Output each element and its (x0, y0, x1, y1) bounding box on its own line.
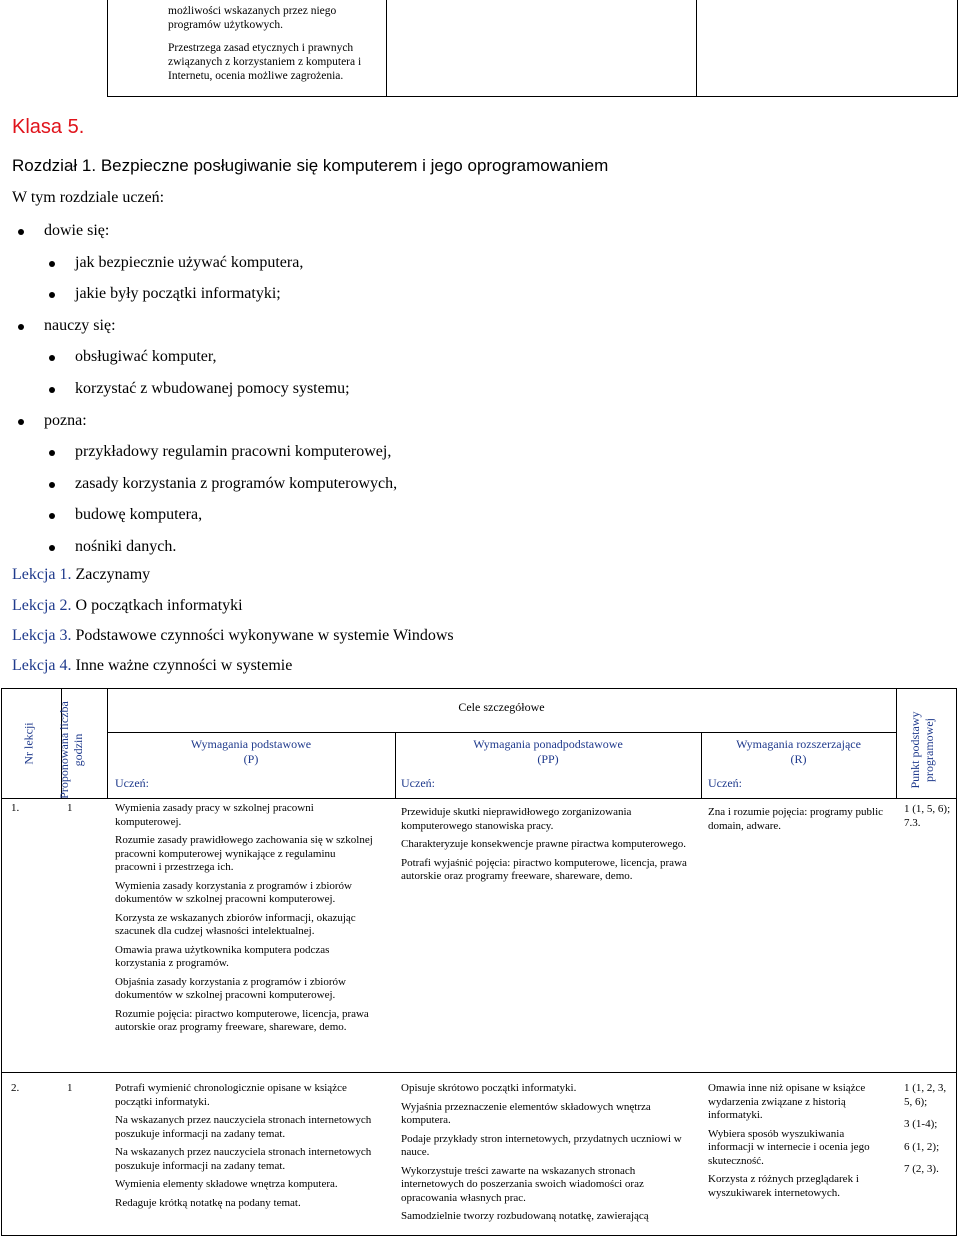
outline-item: przykładowy regulamin pracowni komputerowej, (75, 443, 392, 461)
requirement-item: Na wskazanych przez nauczyciela stronach internetowych poszukuje informacji na zadany temat. (115, 1114, 372, 1140)
requirement-item: Podaje przykłady stron internetowych, przydatnych uczniowi w nauce. (401, 1132, 682, 1158)
lesson-title: Podstawowe czynności wykonywane w systemie Windows (71, 627, 454, 644)
lesson-item (12, 566, 150, 584)
header-extended-label: Wymagania rozszerzające (736, 737, 861, 751)
header-above-label: Wymagania ponadpodstawowe (473, 737, 623, 751)
row-1-points (904, 803, 954, 839)
curriculum-point: 3 (1-4); (904, 1118, 938, 1130)
row-1-hours: 1 (67, 802, 73, 814)
header-student-extended: Uczeń: (708, 776, 742, 790)
header-basic-label: Wymagania podstawowe (190, 737, 312, 751)
header-above-code: (PP) (537, 752, 559, 766)
lesson-title: O początkach informatyki (71, 597, 243, 614)
requirement-item: Na wskazanych przez nauczyciela stronach internetowych poszukuje informacji na zadany temat. (115, 1146, 372, 1172)
header-lesson-number: Nr lekcji (21, 722, 36, 765)
requirement-item: Redaguje krótką notatkę na podany temat. (115, 1196, 301, 1209)
lesson-title: Zaczynamy (71, 566, 151, 583)
requirement-item: Charakteryzuje konsekwencje prawne piractwa komputerowego. (401, 838, 686, 850)
header-basic (107, 737, 395, 767)
requirement-item: Wybiera sposób wyszukiwania informacji w internecie i ocenia jego skuteczność. (708, 1127, 870, 1167)
requirement-item: Wymienia zasady pracy w szkolnej pracowni komputerowej. (115, 802, 314, 828)
requirement-item: Zna i rozumie pojęcia: programy public domain, adware. (708, 806, 884, 832)
lesson-label: Lekcja 2. (12, 597, 72, 614)
previous-table-text (168, 4, 383, 92)
outline-item: nauczy się: (44, 316, 116, 334)
previous-table-line: możliwości wskazanych przez niego programów użytkowych. (168, 5, 337, 31)
requirement-item: Opisuje skrótowo początki informatyki. (401, 1082, 577, 1094)
requirement-item: Korzysta ze wskazanych zbiorów informacji, okazując szacunek dla cudzej własności intelektualnej. (115, 911, 356, 937)
lesson-item (12, 657, 292, 675)
row-2-basic (115, 1082, 377, 1215)
lesson-label: Lekcja 3. (12, 627, 72, 644)
header-extended (701, 737, 896, 767)
header-student-basic: Uczeń: (115, 776, 149, 790)
row-1-basic (115, 802, 377, 1040)
requirement-item: Potrafi wyjaśnić pojęcia: piractwo komputerowe, licencja, prawa autorskie oraz programy freeware, shareware, demo. (401, 856, 687, 882)
requirement-item: Potrafi wymienić chronologicznie opisane w książce początki informatyki. (115, 1082, 347, 1108)
header-goals: Cele szczegółowe (458, 700, 545, 714)
row-1-number: 1. (11, 802, 20, 814)
outline-item: zasady korzystania z programów komputerowych, (75, 474, 398, 492)
class-title: Klasa 5. (12, 116, 85, 138)
outline-item: jak bezpiecznie używać komputera, (75, 253, 304, 271)
outline-item: dowie się: (44, 222, 110, 239)
requirement-item: Omawia prawa użytkownika komputera podczas korzystania z programów. (115, 943, 330, 969)
lesson-item (12, 597, 243, 615)
lesson-title: Inne ważne czynności w systemie (71, 657, 293, 674)
chapter-label: Rozdział 1. (12, 156, 97, 175)
outline-item: pozna: (44, 411, 87, 429)
requirement-item: Wyjaśnia przeznaczenie elementów składowych wnętrza komputera. (401, 1100, 651, 1126)
outline-item: korzystać z wbudowanej pomocy systemu; (75, 380, 350, 397)
previous-table-fragment (107, 0, 958, 97)
previous-table-cell (386, 0, 697, 96)
requirement-item: Przewiduje skutki nieprawidłowego zorganizowania komputerowego stanowiska pracy. (401, 806, 632, 832)
header-student-above: Uczeń: (401, 776, 435, 790)
chapter-intro: W tym rozdziale uczeń: (12, 189, 165, 206)
chapter-title: Bezpieczne posługiwanie się komputerem i jego oprogramowaniem (100, 156, 609, 175)
outline-item: obsługiwać komputer, (75, 348, 217, 366)
row-2-number: 2. (11, 1082, 20, 1094)
header-extended-code: (R) (790, 752, 807, 766)
previous-table-line: Przestrzega zasad etycznych i prawnych związanych z korzystaniem z komputera i Internetu, ocenia możliwe zagrożenia. (168, 42, 362, 82)
row-1-above (401, 806, 691, 889)
curriculum-point: 1 (1, 2, 3, 5, 6); (904, 1082, 947, 1108)
lesson-label: Lekcja 4. (12, 657, 72, 674)
curriculum-point: 1 (1, 5, 6); 7.3. (904, 803, 951, 829)
row-1-extended (708, 806, 888, 838)
row-2-above (401, 1082, 691, 1229)
outline-item: jakie były początki informatyki; (75, 285, 281, 303)
header-basic-code: (P) (243, 752, 259, 766)
header-curriculum-points: Punkt podstawy programowej (908, 711, 936, 789)
requirement-item: Omawia inne niż opisane w książce wydarzenia związane z historią informatyki. (708, 1082, 866, 1121)
outline-item: budowę komputera, (75, 506, 203, 524)
requirement-item: Wymienia elementy składowe wnętrza komputera. (115, 1178, 338, 1190)
requirement-item: Wykorzystuje treści zawarte na wskazanych stronach internetowych do poszerzania swoich wiadomości oraz opracowania własnych prac. (401, 1164, 644, 1204)
requirement-item: Wymienia zasady korzystania z programów i zbiorów dokumentów w szkolnej pracowni komputerowej. (115, 879, 352, 905)
requirements-table (1, 688, 957, 1236)
curriculum-point: 6 (1, 2); (904, 1140, 940, 1153)
outline-item: nośniki danych. (75, 538, 177, 555)
lesson-label: Lekcja 1. (12, 566, 72, 583)
row-2-hours: 1 (67, 1082, 73, 1094)
lesson-item (12, 627, 454, 645)
header-above (395, 737, 701, 767)
requirement-item: Samodzielnie tworzy rozbudowaną notatkę, zawierającą (401, 1210, 649, 1222)
requirement-item: Objaśnia zasady korzystania z programów i zbiorów dokumentów w szkolnej pracowni komputerowej. (115, 975, 346, 1001)
chapter-heading (12, 156, 608, 176)
requirement-item: Rozumie zasady prawidłowego zachowania się w szkolnej pracowni komputerowej wynikające z regulaminu pracowni i przestrzega ich. (115, 834, 373, 873)
curriculum-point: 7 (2, 3). (904, 1163, 939, 1175)
requirement-item: Rozumie pojęcia: piractwo komputerowe, licencja, prawa autorskie oraz programy freeware, shareware, demo. (115, 1007, 369, 1033)
row-2-extended (708, 1082, 888, 1205)
previous-table-cell (108, 0, 387, 96)
requirement-item: Korzysta z różnych przeglądarek i wyszukiwarek internetowych. (708, 1173, 859, 1199)
header-hours: Proponowana liczba godzin (57, 701, 85, 799)
row-2-points (904, 1082, 954, 1186)
